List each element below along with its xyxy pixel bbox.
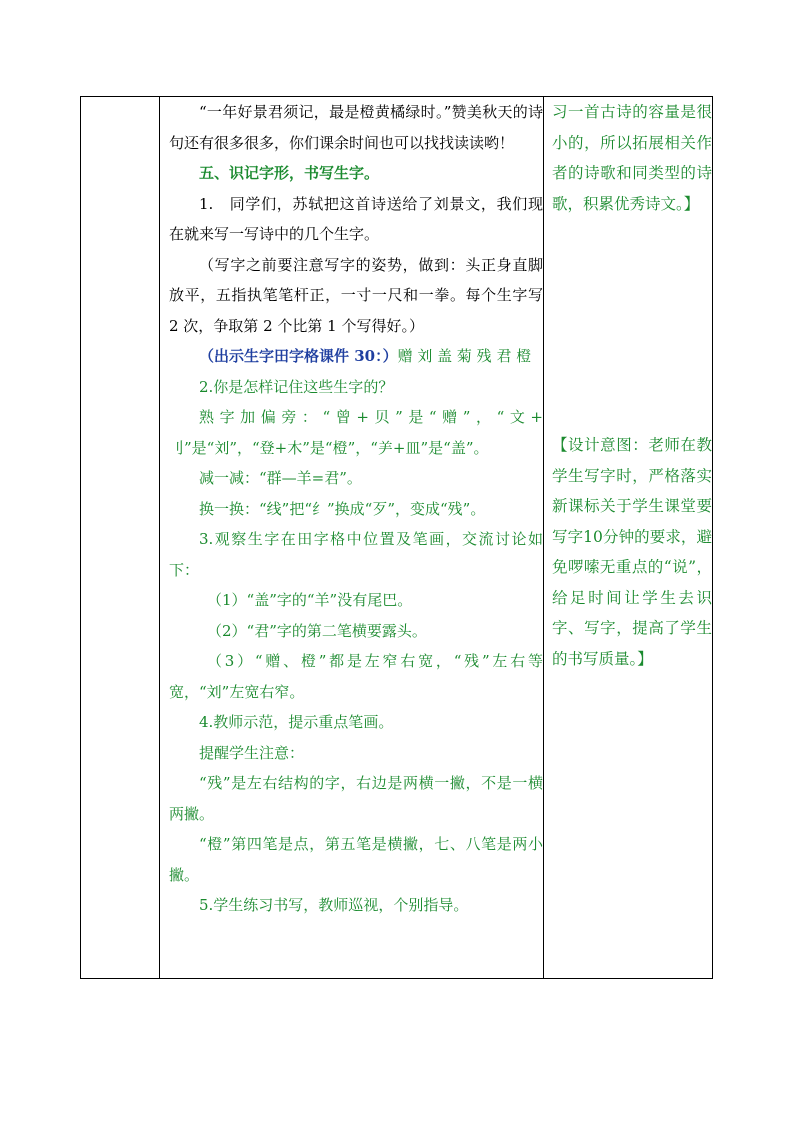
method-subtract: 减一减：“群—羊=君”。 (199, 469, 362, 487)
section-five-heading: 五、识记字形，书写生字。 (199, 164, 380, 182)
note-can-character: “残”是左右结构的字，右边是两横一撇，不是一横两撇。 (169, 774, 543, 823)
courseware-line (169, 341, 543, 372)
design-intent-continued: 习一首古诗的容量是很小的，所以拓展相关作者的诗歌和同类型的诗歌，积累优秀诗文。】 (552, 103, 712, 213)
method-swap: 换一换：“线”把“纟”换成“歹”，变成“残”。 (199, 499, 486, 518)
step-5-paragraph: 5.学生练习书写，教师巡视，个别指导。 (199, 896, 469, 914)
note-cheng-character: “橙”第四笔是点，第五笔是横撇，七、八笔是两小撇。 (169, 835, 543, 884)
step-2-question: 2.你是怎样记住这些生字的？ (199, 377, 394, 396)
posture-note: （写字之前要注意写字的姿势，做到：头正身直脚放平，五指执笔笔杆正，一寸一尺和一拳。每个生字写 2 次，争取第 2 个比第 1 个写得好。） (169, 255, 543, 335)
poem-intro-paragraph: “一年好景君须记，最是橙黄橘绿时。”赞美秋天的诗句还有很多很多，你们课余时间也可以找找读读哟！ (169, 103, 543, 152)
observation-2: （2）“君”字的第二笔横要露头。 (207, 621, 427, 640)
step-4-paragraph: 4.教师示范，提示重点笔画。 (199, 713, 394, 731)
observation-3: （3）“赠、橙”都是左窄右宽，“残”左右等宽，“刘”左宽右窄。 (169, 652, 543, 701)
observation-1: （1）“盖”字的“羊”没有尾巴。 (207, 591, 413, 609)
new-characters: 赠 刘 盖 菊 残 君 橙 (397, 347, 532, 365)
lesson-plan-table (80, 96, 713, 979)
courseware-label: （出示生字田字格课件 30：） (199, 347, 398, 365)
design-intent-cell (552, 97, 712, 674)
column-divider-left (159, 97, 160, 978)
column-divider-right (543, 97, 544, 978)
step-3-paragraph: 3.观察生字在田字格中位置及笔画，交流讨论如下： (169, 530, 543, 579)
design-intent-writing: 【设计意图：老师在教学生写字时，严格落实新课标关于学生课堂要写字10分钟的要求，避免啰嗦无重点的“说”，给足时间让学生去识字、写字，提高了学生的书写质量。】 (552, 436, 712, 668)
step-1-paragraph: 1. 同学们，苏轼把这首诗送给了刘景文，我们现在就来写一写诗中的几个生字。 (169, 194, 543, 243)
method-radical: 熟字加偏旁：“曾+贝”是“赠”，“文+ 刂”是“刘”，“登+木”是“橙”，“⺶+皿”是“盖”。 (169, 408, 543, 457)
teaching-process-cell (169, 97, 543, 921)
reminder-heading: 提醒学生注意： (199, 743, 305, 762)
